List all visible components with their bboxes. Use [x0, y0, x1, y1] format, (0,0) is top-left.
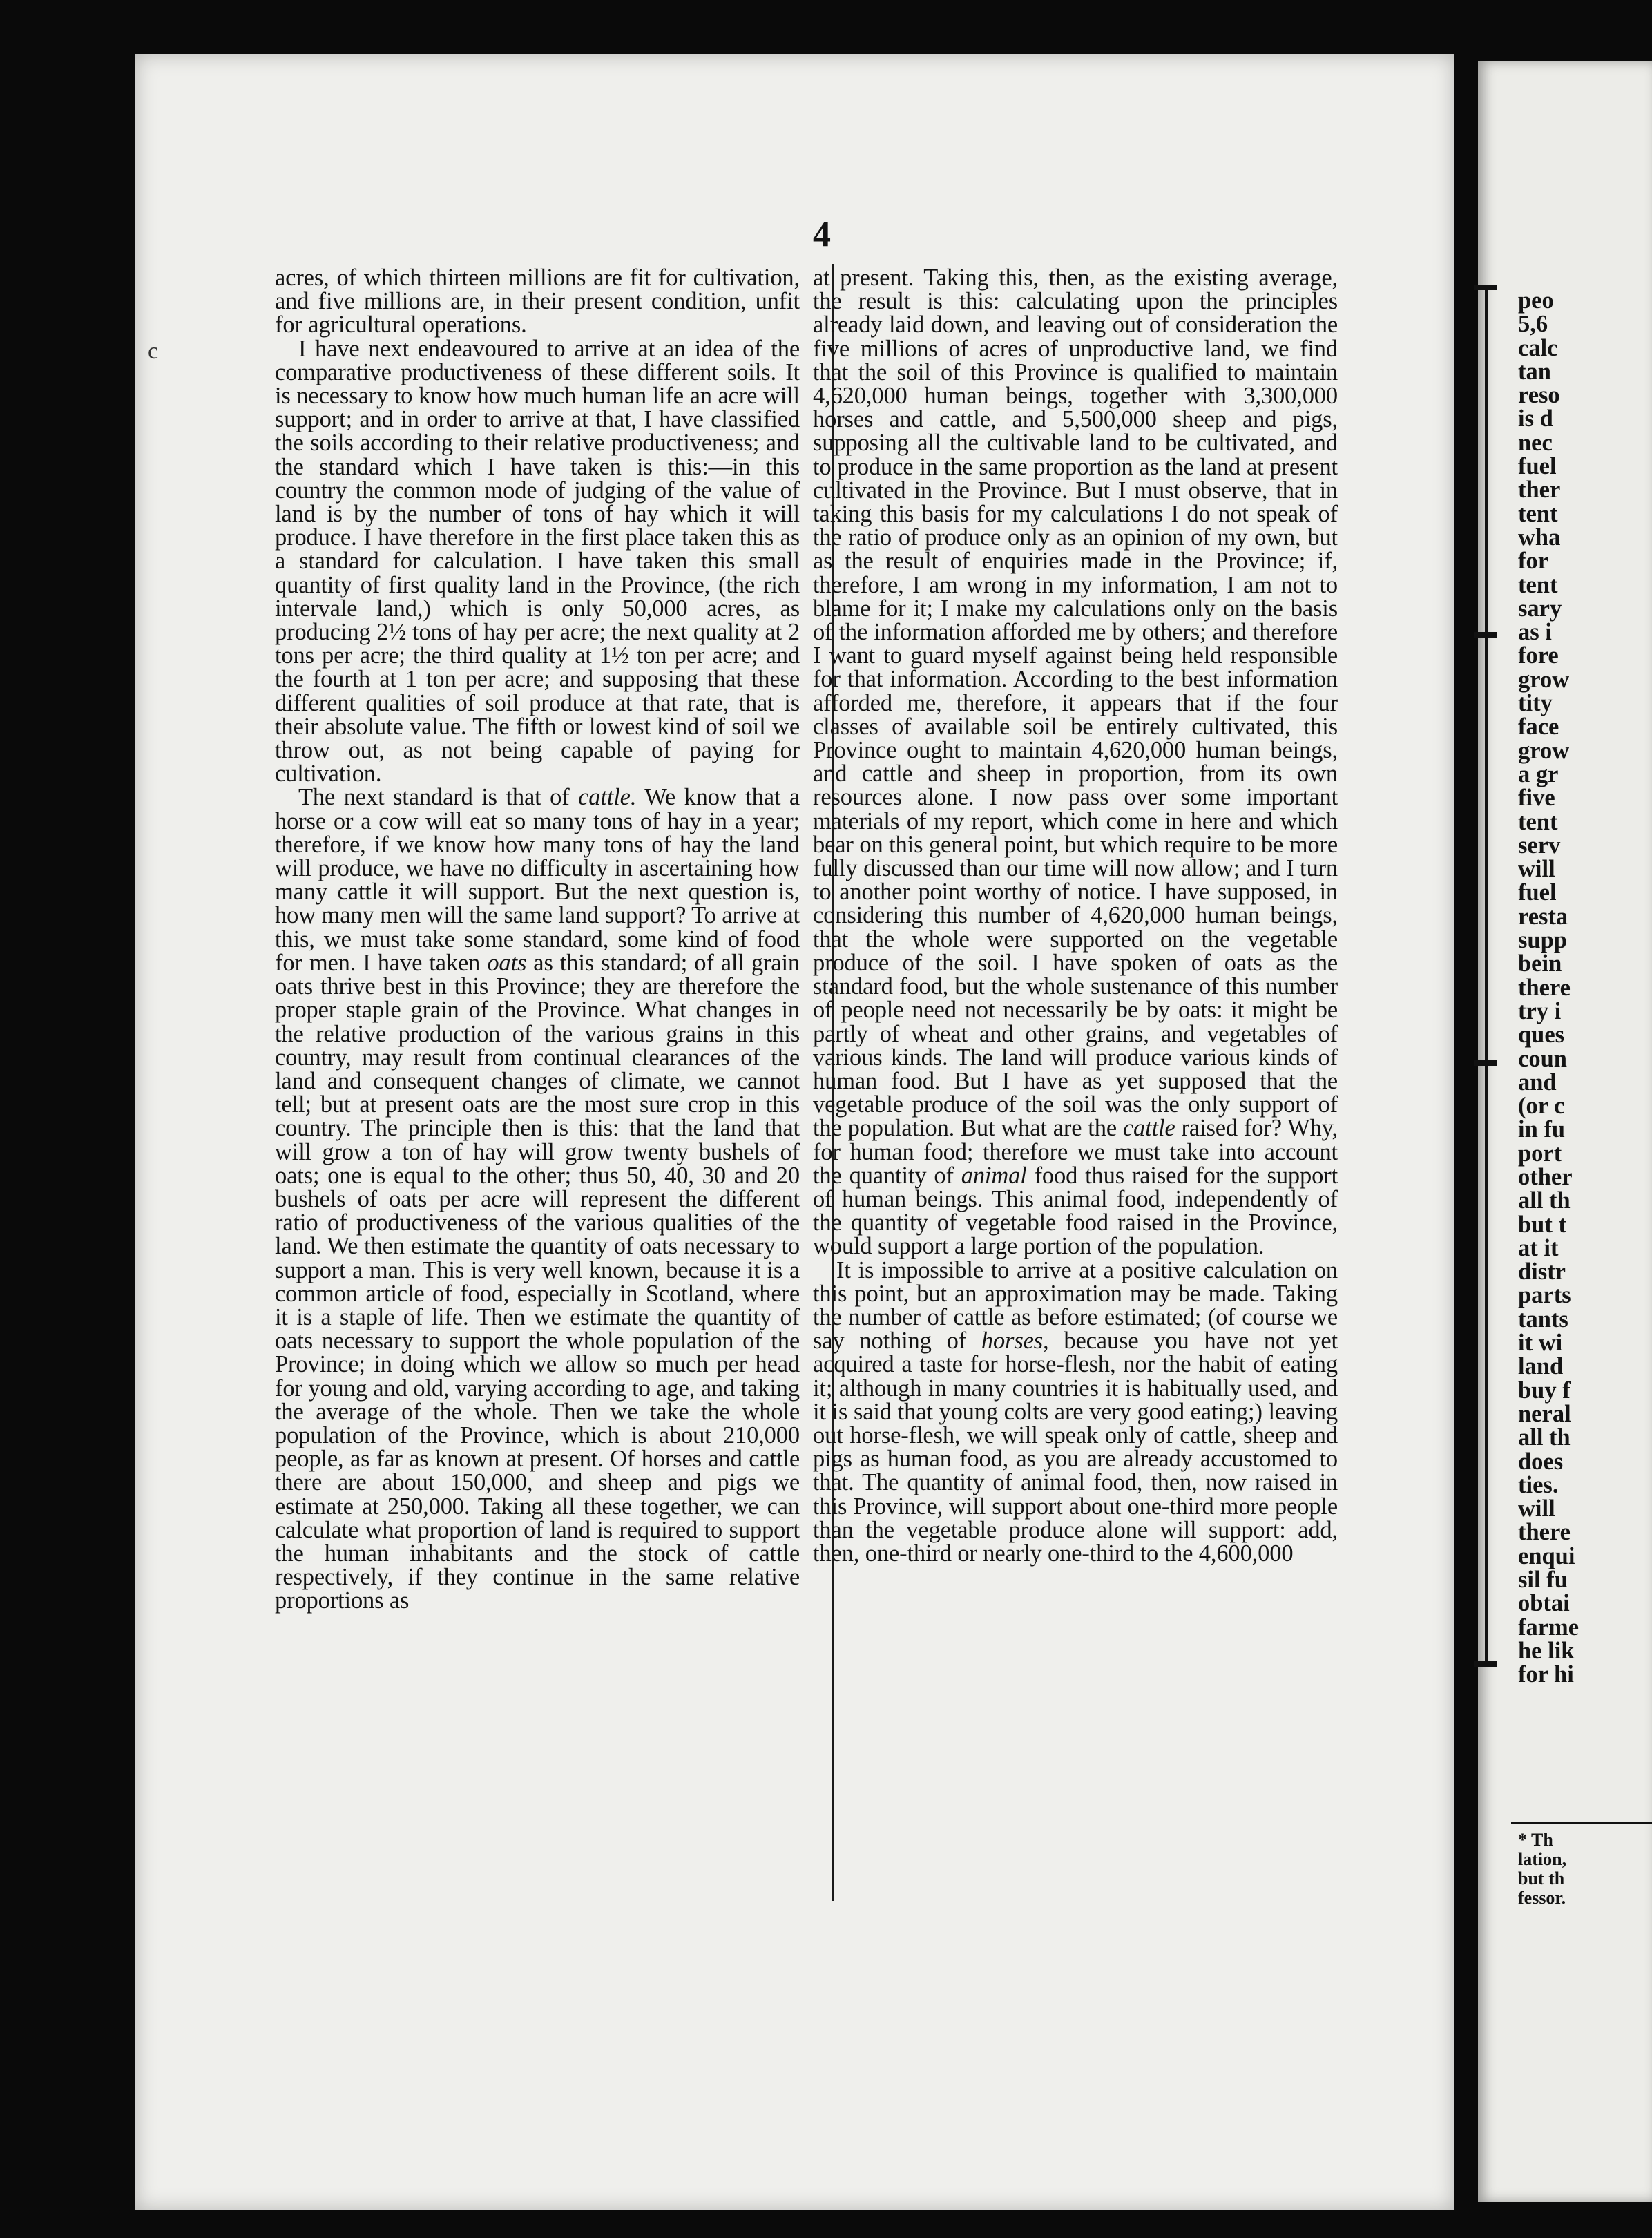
fragment-line: as i: [1518, 619, 1552, 646]
fragment-line: wha: [1518, 524, 1561, 551]
footnote-line: fessor.: [1518, 1888, 1566, 1908]
fragment-line: obtai: [1518, 1590, 1570, 1617]
text-run: It is impossible to arrive at a positive calculation on this point, but an approximation may be made. Taking the number of cattle as before estimated; (of course we say nothing of: [813, 1256, 1338, 1355]
rule-tick: [1474, 1060, 1497, 1066]
footnote-line: but th: [1518, 1868, 1565, 1888]
fragment-line: is d: [1518, 405, 1553, 432]
text-run: We know that a horse or a cow will eat so many tons of hay in a year; therefore, if we know how many tons of hay the land will produce, we have no difficulty in ascertaining how many cattle it will support. But the next question is, how many men will the same land support? To arrive at this, we must take some standard, some kind of food for men. I have taken: [275, 784, 800, 976]
fragment-line: a gr: [1518, 761, 1559, 787]
fragment-line: 5,6: [1518, 311, 1548, 338]
paragraph: [813, 266, 1338, 1259]
fragment-line: parts: [1518, 1282, 1571, 1309]
fragment-line: there: [1518, 1519, 1571, 1546]
fragment-line: land: [1518, 1353, 1564, 1380]
fragment-line: tity: [1518, 690, 1553, 717]
fragment-line: enqui: [1518, 1542, 1575, 1569]
fragment-line: in fu: [1518, 1116, 1566, 1143]
fragment-line: resta: [1518, 903, 1568, 930]
fragment-line: sary: [1518, 595, 1562, 622]
rule-tick: [1474, 285, 1497, 290]
fragment-line: and: [1518, 1069, 1557, 1096]
fragment-line: for: [1518, 548, 1549, 575]
italic-term: oats: [487, 949, 527, 976]
fragment-line: reso: [1518, 382, 1560, 409]
left-column: [275, 266, 800, 1613]
fragment-line: tent: [1518, 571, 1558, 598]
fragment-line: sil fu: [1518, 1567, 1568, 1594]
adjacent-page-text: [1518, 289, 1652, 1687]
fragment-line: he lik: [1518, 1637, 1575, 1664]
fragment-line: bein: [1518, 950, 1562, 977]
fragment-line: buy f: [1518, 1377, 1571, 1404]
fragment-line: but t: [1518, 1211, 1566, 1238]
fragment-line: neral: [1518, 1400, 1571, 1427]
text-run: food thus raised for the support of human beings. This animal food, independently of the quantity of vegetable food raised in the Province, would support a large portion of the population.: [813, 1162, 1338, 1260]
margin-mark: c: [148, 338, 159, 364]
fragment-line: serv: [1518, 832, 1561, 859]
fragment-line: ques: [1518, 1022, 1565, 1049]
fragment-line: it wi: [1518, 1330, 1563, 1357]
fragment-line: will: [1518, 1495, 1555, 1522]
fragment-line: peo: [1518, 289, 1554, 314]
fragment-line: grow: [1518, 666, 1570, 693]
fragment-line: port: [1518, 1140, 1562, 1167]
italic-term: cattle: [1122, 1115, 1175, 1142]
fragment-line: ther: [1518, 477, 1561, 504]
fragment-line: all th: [1518, 1187, 1571, 1214]
fragment-line: for hi: [1518, 1661, 1574, 1687]
fragment-line: distr: [1518, 1259, 1566, 1285]
fragment-line: coun: [1518, 1045, 1567, 1072]
fragment-line: does: [1518, 1448, 1564, 1475]
fragment-line: tent: [1518, 500, 1558, 527]
fragment-line: fore: [1518, 642, 1559, 669]
italic-term: horses,: [981, 1328, 1049, 1355]
page-number: 4: [813, 215, 831, 254]
fragment-line: there: [1518, 974, 1571, 1001]
rule-tick: [1474, 1661, 1497, 1667]
rule-tick: [1474, 632, 1497, 638]
fragment-line: fuel: [1518, 879, 1557, 906]
fragment-line: at it: [1518, 1234, 1559, 1261]
paragraph: acres, of which thirteen millions are fit for cultivation, and five millions are, in their present condition, unfit for agricultural operations.: [275, 265, 800, 338]
fragment-line: nec: [1518, 429, 1553, 456]
fragment-line: farme: [1518, 1614, 1579, 1641]
fragment-line: tan: [1518, 358, 1551, 385]
italic-term: animal: [961, 1162, 1027, 1189]
fragment-line: calc: [1518, 334, 1558, 361]
footnote-line: * Th: [1518, 1830, 1553, 1850]
text-run: at present. Taking this, then, as the existing average, the result is this: calculating upon the principles already laid down, and leaving out of consideration the five millions of acres of unproductive land, we find that the soil of this Province is qualified to maintain 4,620,000 human beings, together with 3,300,000 horses and cattle, and 5,500,000 sheep and pigs, supposing all the cultivable land to be cultivated, and to produce in the same proportion as the land at present cultivated in the Province. But I must observe, that in taking this basis for my calculations I do not speak of the ratio of produce only as an opinion of my own, but as the result of enquiries made in the Province; if, therefore, I am wrong in my information, I am not to blame for it; I make my calculations only on the basis of the information afforded me by others; and therefore I want to guard myself against being held responsible for that information. According to the best information afforded me, therefore, it appears that if the four classes of available soil be entirely cultivated, this Province ought to maintain 4,620,000 human beings, and cattle and sheep in proportion, from its own resources alone. I now pass over some important materials of my report, which come in here and which bear on this general point, but which require to be more fully discussed than our time will now allow; and I turn to another point worthy of notice. I have supposed, in considering this number of 4,620,000 human beings, that the whole were supported on the vegetable produce of the soil. I have spoken of oats as the standard food, but the whole sustenance of this number of people need not necessarily be by oats: it might be partly of wheat and other grains, and vegetables of various kinds. The land will produce various kinds of human food. But I have as yet supposed that the vegetable produce of the soil was the only support of the population. But what are the: [813, 265, 1338, 1142]
fragment-line: (or c: [1518, 1093, 1565, 1120]
fragment-line: tants: [1518, 1306, 1568, 1332]
footnote-rule: [1511, 1822, 1652, 1824]
fragment-line: ties.: [1518, 1471, 1559, 1498]
fragment-line: will: [1518, 856, 1555, 883]
fragment-line: five: [1518, 785, 1555, 812]
text-run: raised for? Why, for human food; therefore we must take into account the quantity of: [813, 1115, 1338, 1189]
footnote-line: lation,: [1518, 1849, 1567, 1869]
fragment-line: face: [1518, 714, 1559, 740]
fragment-line: grow: [1518, 737, 1570, 764]
text-run: The next standard is that of: [298, 784, 570, 811]
italic-term: cattle.: [578, 784, 637, 811]
fragment-line: supp: [1518, 927, 1567, 954]
paragraph: [813, 1256, 1338, 1567]
adjacent-page-footnote: [1518, 1830, 1652, 1908]
right-column: [813, 266, 1338, 1565]
fragment-line: all th: [1518, 1424, 1571, 1451]
text-run: because you have not yet acquired a taste for horse-flesh, nor the habit of eating it; although in many countries it is habitually used, and it is said that young colts are very good eating;) leaving out horse-flesh, we will speak only of cattle, sheep and pigs as human food, as you are already accustomed to that. The quantity of animal food, then, now raised in this Province, will support about one-third more people than the vegetable produce alone will support: add, then, one-third or nearly one-third to the 4,600,000: [813, 1328, 1338, 1567]
text-run: as this standard; of all grain oats thrive best in this Province; they are therefore the proper staple grain of the Province. What changes in the relative production of the various grains in this country, may result from continual clearances of the land and consequent changes of climate, we cannot tell; but at present oats are the most sure crop in this country. The principle then is this: that the land that will grow a ton of hay will grow twenty bushels of oats; one is equal to the other; thus 50, 40, 30 and 20 bushels of oats per acre will represent the different ratio of productiveness of the various qualities of the land. We then estimate the quantity of oats necessary to support a man. This is very well known, because it is a common article of food, especially in Scotland, where it is a staple of life. Then we estimate the quantity of oats necessary to support the whole population of the Province; in doing which we allow so much per head for young and old, varying according to age, and taking the average of the whole. Then we take the whole population of the Province, which is about 210,000 people, as far as known at present. Of horses and cattle there are about 150,000, and sheep and pigs we estimate at 250,000. Taking all these together, we can calculate what proportion of land is required to support the human inhabitants and the stock of cattle respectively, if they continue in the same relative proportions as: [275, 949, 800, 1614]
fragment-line: tent: [1518, 808, 1558, 835]
adjacent-page-rule: [1485, 285, 1488, 1666]
paragraph: [275, 785, 800, 1612]
fragment-line: other: [1518, 1163, 1573, 1190]
fragment-line: fuel: [1518, 453, 1557, 480]
fragment-line: try i: [1518, 997, 1562, 1024]
paragraph: I have next endeavoured to arrive at an idea of the comparative productiveness of these different soils. It is necessary to know how much human life an acre will support; and in order to arrive at that, I have classified the soils according to their relative productiveness; and the standard which I have taken is this:—in this country the common mode of judging of the value of land is by the number of tons of hay which it will produce. I have therefore in the first place taken this as a standard for calculation. I have taken this small quantity of first quality land in the Province, (the rich intervale land,) which is only 50,000 acres, as producing 2½ tons of hay per acre; the next quality at 2 tons per acre; the third quality at 1½ ton per acre; and the fourth at 1 ton per acre; and supposing that these different qualities of soil produce at that rate, that is their absolute value. The fifth or lowest kind of soil we throw out, as not being capable of paying for cultivation.: [275, 335, 800, 787]
